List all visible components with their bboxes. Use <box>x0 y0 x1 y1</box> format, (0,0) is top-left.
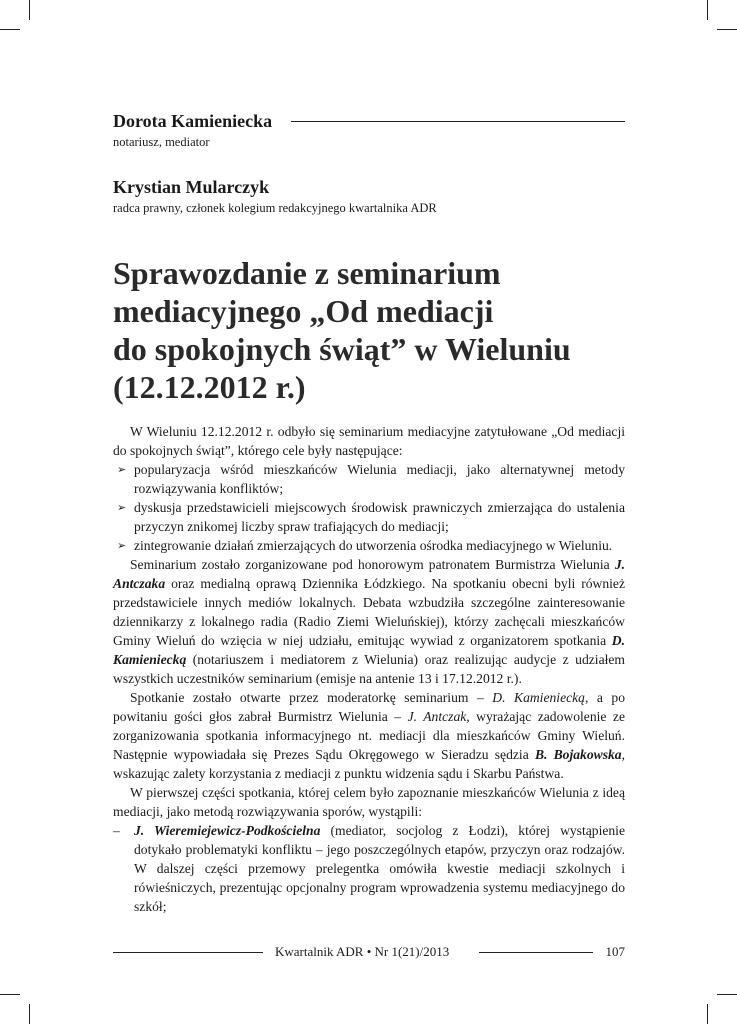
person-name: J. Antczak <box>407 709 467 724</box>
list-item-text: popularyzacja wśród mieszkańców Wielunia mediacji, jako alternatywnej metody rozwiązywania konfliktów; <box>134 462 625 496</box>
person-name: D. Kamieniecką <box>492 690 585 705</box>
author-role: notariusz, mediator <box>113 135 210 149</box>
crop-mark <box>707 1004 708 1024</box>
text-run: oraz medialną oprawą Dziennika Łódzkiego. Na spotkaniu obecni byli również przedstawiciele innych mediów lokalnych. Debata wzbudziła szczególne zainteresowanie dziennikarzy z lokalnego radia (Radio Ziemi Wieluńskiej), którzy zachęcali mieszkańców Gminy Wieluń do wzięcia w niej udziału, emitując wywiad z organizatorem spotkania <box>113 576 625 648</box>
title-line: (12.12.2012 r.) <box>113 369 306 405</box>
title-line: Sprawozdanie z seminarium <box>113 255 501 291</box>
paragraph <box>113 688 625 783</box>
list-item <box>113 821 625 916</box>
list-item <box>113 498 625 536</box>
article-body <box>113 422 625 916</box>
crop-mark <box>707 0 708 20</box>
person-name: D. Kamieniecką <box>113 633 625 667</box>
article-title <box>113 254 633 406</box>
person-name: J. Wieremiejewicz-Podkościelna <box>134 823 321 838</box>
crop-mark <box>717 29 737 30</box>
footer-rule <box>479 952 593 953</box>
goals-list <box>113 460 625 555</box>
arrow-bullet-icon: ➢ <box>117 501 127 514</box>
person-name: B. Bojakowska <box>534 747 622 762</box>
author-rule <box>291 121 625 122</box>
page-number: 107 <box>605 944 625 959</box>
list-item <box>113 536 625 555</box>
crop-mark <box>0 29 20 30</box>
footer-rule <box>113 952 263 953</box>
arrow-bullet-icon: ➢ <box>117 539 127 552</box>
speakers-list <box>113 821 625 916</box>
paragraph: W Wieluniu 12.12.2012 r. odbyło się seminarium mediacyjne zatytułowane „Od mediacji do spokojnych świąt”, którego cele były następujące: <box>113 424 625 458</box>
text-run: , wyrażając zadowolenie ze zorganizowania spotkania informacyjnego nt. mediacji dla mieszkańców Gminy Wieluń. Następnie wypowiadała się Prezes Sądu Okręgowego w Sieradzu sędzia <box>113 709 625 762</box>
text-run: , a po powitaniu gości głos zabrał Burmistrz Wielunia – <box>113 690 626 724</box>
text-run: (notariuszem i mediatorem z Wielunia) oraz realizując audycje z udziałem wszystkich uczestników seminarium (emisje na antenie 13 i 17.12.2012 r.). <box>113 652 625 686</box>
crop-mark <box>29 1004 30 1024</box>
dash-marker: – <box>113 823 120 838</box>
crop-mark <box>29 0 30 20</box>
list-item-text: zintegrowanie działań zmierzających do utworzenia ośrodka mediacyjnego w Wieluniu. <box>134 538 613 553</box>
author-name: Krystian Mularczyk <box>113 177 270 197</box>
paragraph <box>113 555 625 688</box>
list-item <box>113 460 625 498</box>
title-line: do spokojnych świąt” w Wieluniu <box>113 331 571 367</box>
text-run: , wskazując zalety korzystania z mediacji z punktu widzenia sądu i Skarbu Państwa. <box>113 747 625 781</box>
arrow-bullet-icon: ➢ <box>117 463 127 476</box>
list-item-text: dyskusja przedstawicieli miejscowych środowisk prawniczych zmierzająca do ustalenia przyczyn znikomej liczby spraw trafiających do mediacji; <box>134 500 625 534</box>
journal-name: Kwartalnik ADR • Nr 1(21)/2013 <box>275 944 450 959</box>
title-line: mediacyjnego „Od mediacji <box>113 293 494 329</box>
text-run: Spotkanie zostało otwarte przez moderatorkę seminarium – <box>130 690 484 705</box>
author-name: Dorota Kamieniecka <box>113 111 273 131</box>
crop-mark <box>717 994 737 995</box>
page-footer <box>113 943 625 961</box>
list-item-text: (mediator, socjolog z Łodzi), której wystąpienie dotykało problematyki konfliktu – jego poszczególnych etapów, przyczyn oraz rodzajów. W dalszej części przemowy prelegentka omówiła kwestie mediacji szkolnych i rówieśniczych, prezentując opcjonalny program wprowadzenia systemu mediacyjnego do szkół; <box>134 823 625 914</box>
crop-mark <box>0 994 20 995</box>
person-name: J. Antczaka <box>113 557 626 591</box>
text-run: Seminarium zostało zorganizowane pod honorowym patronatem Burmistrza Wielunia <box>130 557 610 572</box>
author-role: radca prawny, członek kolegium redakcyjnego kwartalnika ADR <box>113 201 437 215</box>
paragraph: W pierwszej części spotkania, której celem było zapoznanie mieszkańców Wielunia z ideą mediacji, jako metodą rozwiązywania sporów, wystąpili: <box>113 785 625 819</box>
